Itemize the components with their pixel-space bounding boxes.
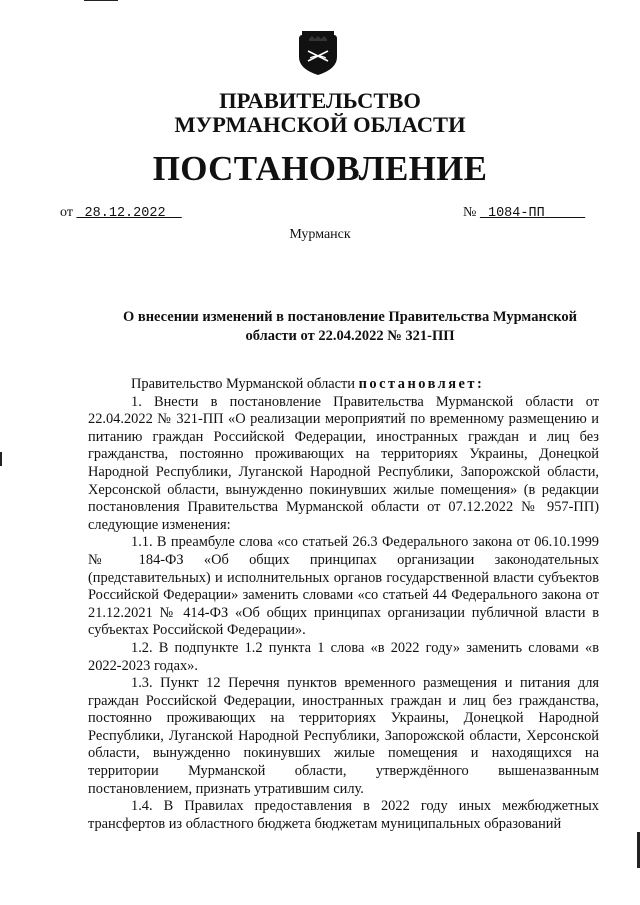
government-title-line1: ПРАВИТЕЛЬСТВО	[219, 88, 421, 113]
paragraph-1-2: 1.2. В подпункте 1.2 пункта 1 слова «в 2022 году» заменить словами «в 2022-2023 годах».	[88, 639, 599, 674]
document-subject	[108, 308, 592, 346]
resolves-keyword: постановляет:	[358, 376, 485, 392]
date-prefix: от	[60, 205, 73, 220]
paragraph-1-1: 1.1. В преамбуле слова «со статьей 26.3 Федерального закона от 06.10.1999 № 184-ФЗ «Об общих принципах организации законодательных (представительных) и исполнительных органов государственной власти субъектов Российской Федерации» заменить словами «со статьей 44 Федерального закона от 21.12.2021 № 414-ФЗ «Об общих принципах организации публичной власти в субъектах Российской Федерации».	[88, 534, 599, 639]
paragraph-1-4: 1.4. В Правилах предоставления в 2022 году иных межбюджетных трансфертов из областного бюджета бюджетам муниципальных образований	[88, 798, 599, 832]
subject-line1: О внесении изменений в постановление Правительства Мурманской	[122, 309, 578, 325]
document-type-title: ПОСТАНОВЛЕНИЕ	[152, 149, 488, 188]
number-value: 1084-ПП	[487, 206, 545, 221]
intro-paragraph: Правительство Мурманской области постановляет:	[131, 376, 485, 392]
document-number	[463, 204, 585, 223]
scan-artifact-left	[0, 452, 2, 466]
subject-line2: области от 22.04.2022 № 321-ПП	[245, 328, 455, 344]
government-title-line2: МУРМАНСКОЙ ОБЛАСТИ	[174, 112, 466, 137]
document-body	[88, 376, 599, 833]
date-value: 28.12.2022	[84, 206, 166, 221]
number-prefix: №	[463, 205, 477, 220]
document-date	[60, 204, 182, 223]
scan-artifact-top	[84, 0, 118, 1]
paragraph-1: 1. Внести в постановление Правительства Мурманской области от 22.04.2022 № 321-ПП «О реализации мероприятий по временному размещению и питанию граждан Российской Федерации, иностранных граждан и лиц без гражданства, постоянно проживающих на территориях Украины, Донецкой Народной Республики, Луганской Народной Республики, Запорожской области, Херсонской области, вынужденно покинувших жилые помещения» (в редакции постановления Правительства Мурманской области от 07.12.2022 № 957-ПП) следующие изменения:	[88, 393, 599, 533]
paragraph-1-3: 1.3. Пункт 12 Перечня пунктов временного размещения и питания для граждан Российской Федерации, иностранных граждан и лиц без гражданства, постоянно проживающих на территориях Украины, Донецкой Народной Республики, Луганской Народной Республики, Запорожской области, Херсонской области, вынужденно покинувших жилые помещения и находящихся на территории Мурманской области, утверждённого вышеназванным постановлением, признать утратившим силу.	[88, 675, 599, 797]
city-name: Мурманск	[289, 227, 351, 242]
coat-of-arms-icon	[296, 27, 340, 77]
